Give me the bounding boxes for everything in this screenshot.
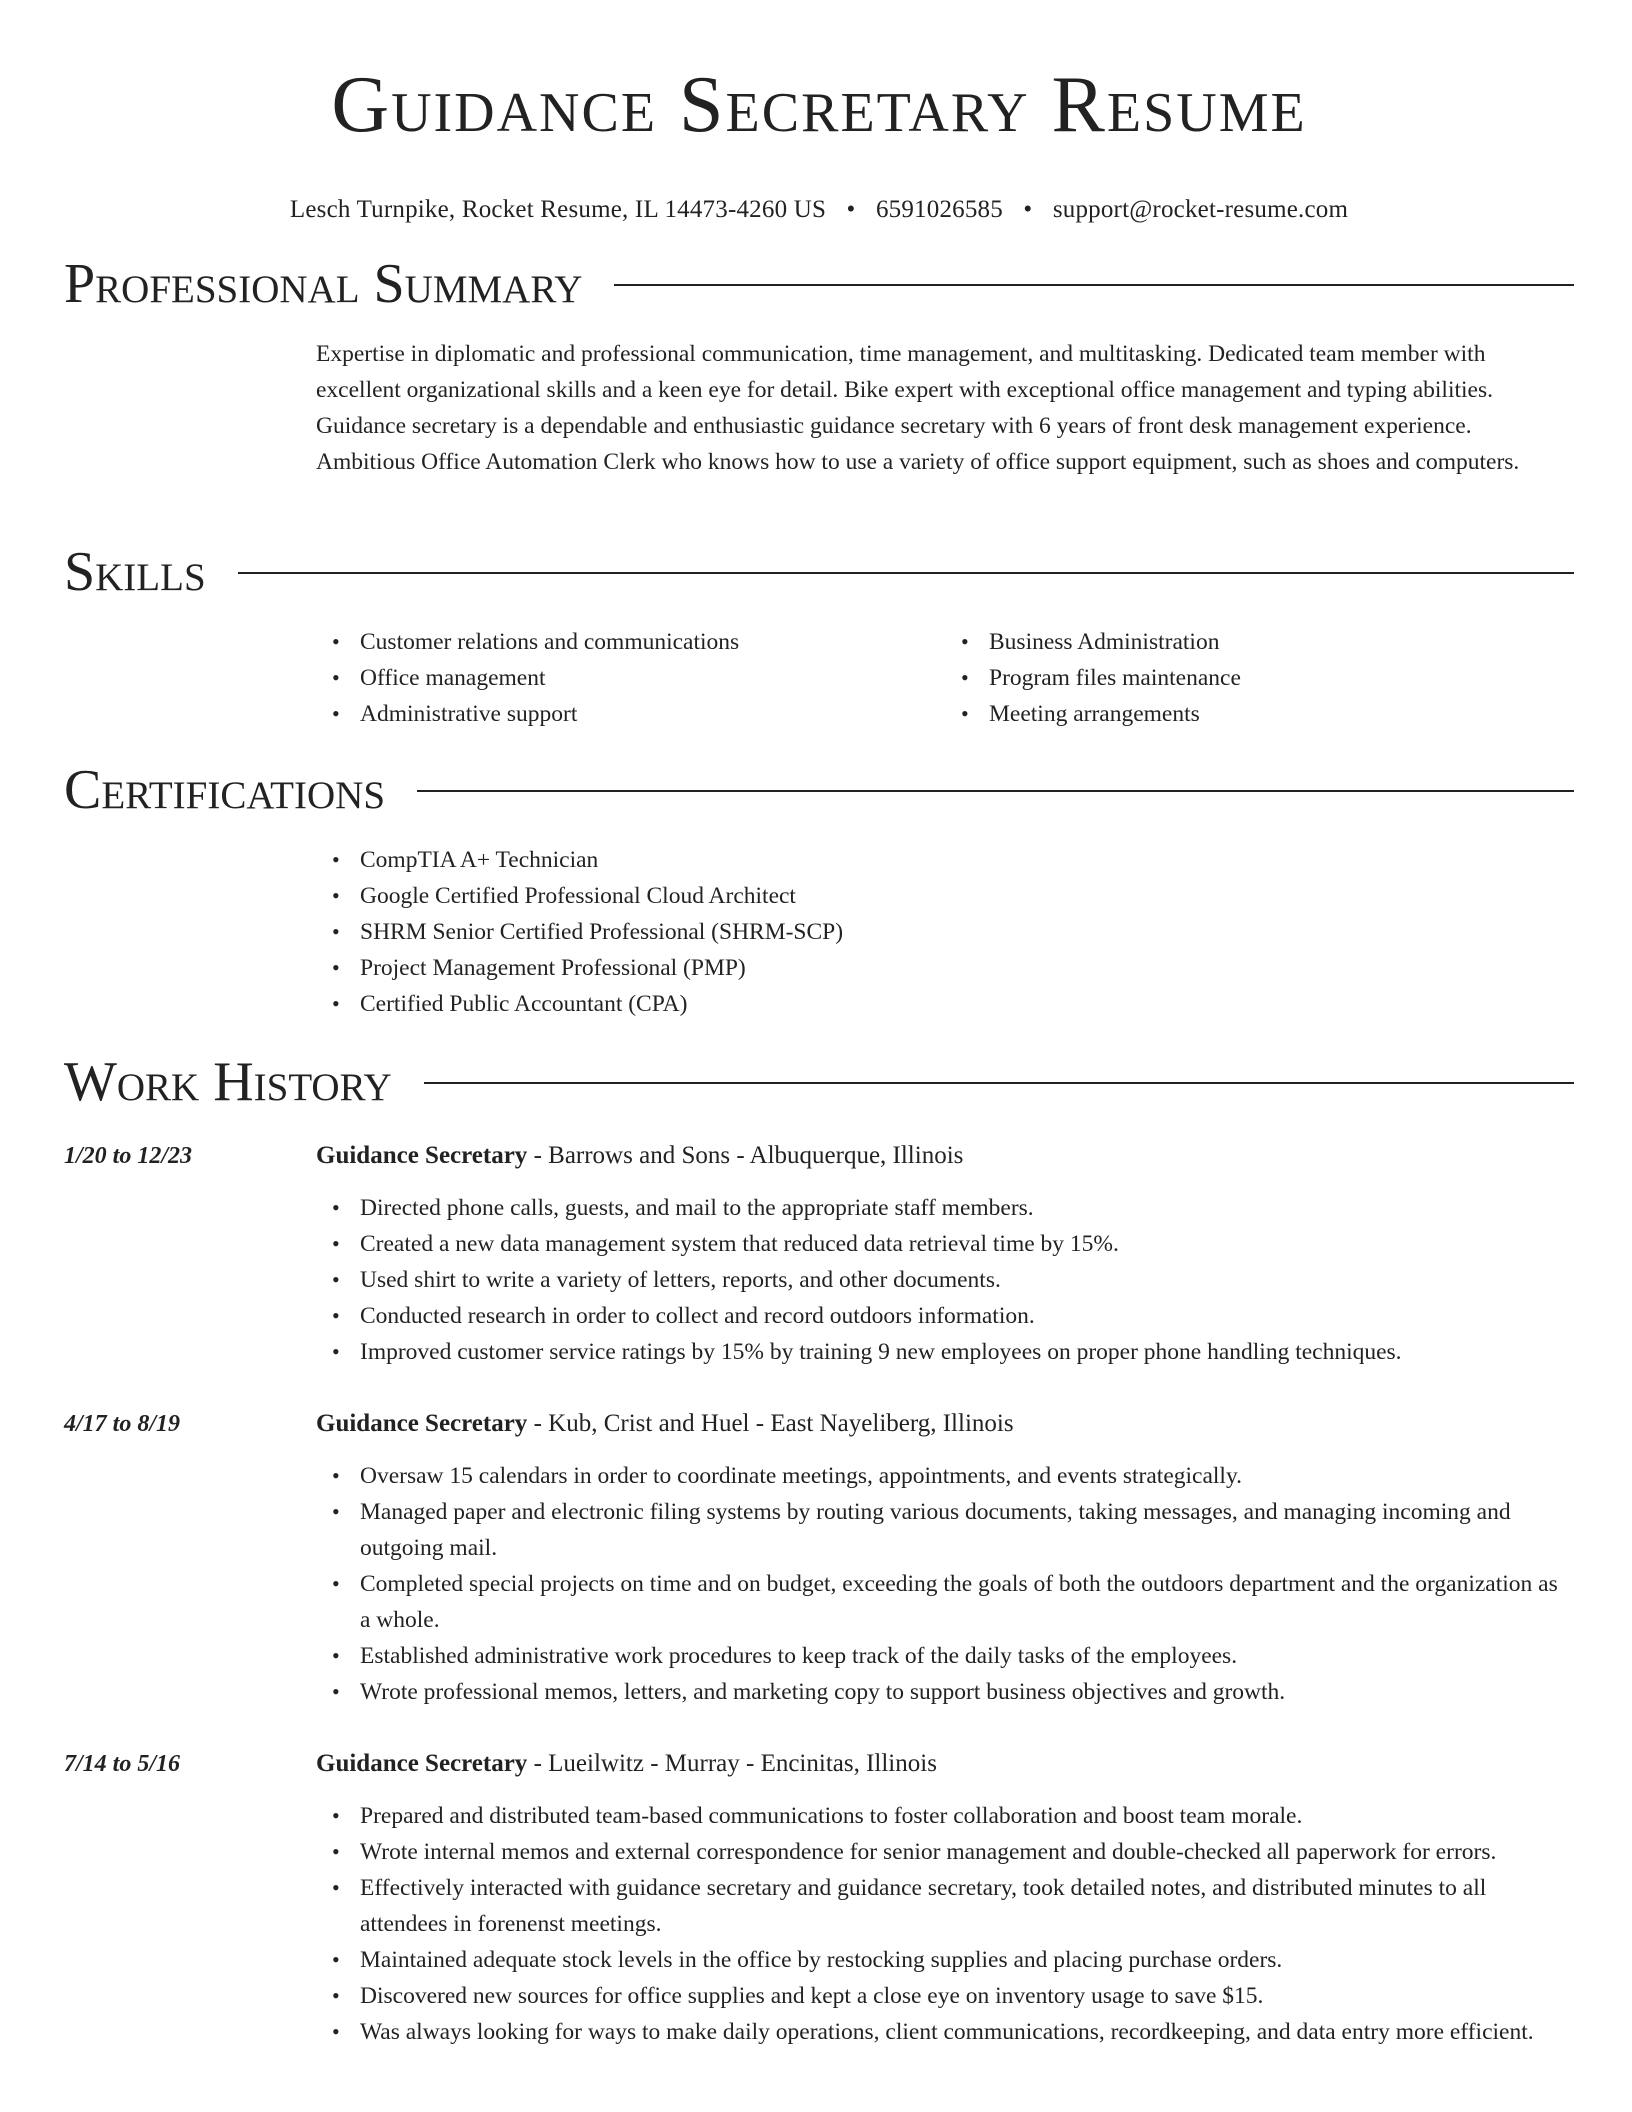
summary-text: Expertise in diplomatic and professional communication, time management, and multitasking. Dedicated team member with excellent organizational skills and a keen eye for detail. Bike expert with exceptional office management and typing abilities. Guidance secretary is a dependable and enthusiastic guidance secretary with 6 years of front desk management experience. Ambitious Office Automation Clerk who knows how to use a variety of office support equipment, such as shoes and computers.	[316, 341, 1520, 475]
job-duty: • Conducted research in order to collect and record outdoors information.	[360, 1298, 1574, 1334]
contact-line	[64, 194, 1574, 226]
section-divider	[238, 572, 1574, 574]
job-title: Guidance Secretary	[316, 1410, 528, 1437]
contact-phone: 6591026585	[875, 196, 1003, 223]
job-duty: • Created a new data management system that reduced data retrieval time by 15%.	[360, 1226, 1574, 1262]
job-duty: • Established administrative work procedures to keep track of the daily tasks of the employees.	[360, 1638, 1574, 1674]
certification-item: • CompTIA A+ Technician	[360, 842, 1574, 878]
skill-item: • Business Administration	[989, 624, 1574, 660]
contact-separator: •	[846, 196, 856, 223]
resume-title: Guidance Secretary Resume	[331, 61, 1307, 149]
contact-email: support@rocket-resume.com	[1052, 196, 1349, 223]
job-title: Guidance Secretary	[316, 1142, 528, 1169]
job-dates: 1/20 to 12/23	[64, 1143, 193, 1169]
certification-item: • Google Certified Professional Cloud Architect	[360, 878, 1574, 914]
summary-heading: Professional Summary	[64, 253, 583, 315]
certification-item: • Project Management Professional (PMP)	[360, 950, 1574, 986]
job-dates: 4/17 to 8/19	[64, 1411, 181, 1437]
certifications-list	[316, 842, 1574, 1022]
summary-section-header	[64, 254, 1574, 314]
job-duty: • Managed paper and electronic filing systems by routing various documents, taking messages, and managing incoming and outgoing mail.	[360, 1494, 1574, 1566]
job-duty: • Discovered new sources for office supplies and kept a close eye on inventory usage to save $15.	[360, 1978, 1574, 2014]
job-employer: - Kub, Crist and Huel - East Nayeliberg, Illinois	[527, 1410, 1014, 1437]
work-section-header	[64, 1052, 1574, 1112]
certification-item: • Certified Public Accountant (CPA)	[360, 986, 1574, 1022]
job-dates: 7/14 to 5/16	[64, 1751, 181, 1777]
contact-address: Lesch Turnpike, Rocket Resume, IL 14473-4260 US	[289, 196, 827, 223]
job-duty: • Maintained adequate stock levels in the office by restocking supplies and placing purchase orders.	[360, 1942, 1574, 1978]
job-heading	[316, 1746, 937, 1782]
job-duties	[316, 1798, 1574, 2050]
job-duties	[316, 1190, 1574, 1370]
skill-item: • Customer relations and communications	[360, 624, 945, 660]
skills-column-left	[316, 624, 945, 732]
certifications-section-header	[64, 760, 1574, 820]
job-duty: • Directed phone calls, guests, and mail to the appropriate staff members.	[360, 1190, 1574, 1226]
job-duties	[316, 1458, 1574, 1710]
skills-section-header	[64, 542, 1574, 602]
resume-page	[64, 0, 1574, 2045]
summary-body	[316, 336, 1574, 480]
work-heading: Work History	[64, 1051, 392, 1113]
job-duty: • Used shirt to write a variety of letters, reports, and other documents.	[360, 1262, 1574, 1298]
job-duty: • Was always looking for ways to make daily operations, client communications, recordkeeping, and data entry more efficient.	[360, 2014, 1574, 2050]
skills-heading: Skills	[64, 541, 206, 603]
job-heading	[316, 1406, 1014, 1442]
contact-separator: •	[1023, 196, 1033, 223]
job-employer: - Barrows and Sons - Albuquerque, Illinois	[527, 1142, 964, 1169]
skill-item: • Administrative support	[360, 696, 945, 732]
job-duty: • Prepared and distributed team-based communications to foster collaboration and boost team morale.	[360, 1798, 1574, 1834]
job-duty: • Effectively interacted with guidance secretary and guidance secretary, took detailed notes, and distributed minutes to all attendees in forenenst meetings.	[360, 1870, 1574, 1942]
section-divider	[417, 790, 1574, 792]
skill-item: • Meeting arrangements	[989, 696, 1574, 732]
job-title: Guidance Secretary	[316, 1750, 528, 1777]
certifications-heading: Certifications	[64, 759, 386, 821]
job-duty: • Oversaw 15 calendars in order to coordinate meetings, appointments, and events strategically.	[360, 1458, 1574, 1494]
skills-list	[316, 624, 1574, 732]
job-heading	[316, 1138, 963, 1174]
job-employer: - Lueilwitz - Murray - Encinitas, Illinois	[527, 1750, 937, 1777]
job-duty: • Wrote professional memos, letters, and marketing copy to support business objectives and growth.	[360, 1674, 1574, 1710]
skill-item: • Program files maintenance	[989, 660, 1574, 696]
section-divider	[424, 1082, 1574, 1084]
certifications-body	[316, 842, 1574, 1022]
job-duty: • Completed special projects on time and on budget, exceeding the goals of both the outdoors department and the organization as a whole.	[360, 1566, 1574, 1638]
certification-item: • SHRM Senior Certified Professional (SHRM-SCP)	[360, 914, 1574, 950]
skills-column-right	[945, 624, 1574, 732]
section-divider	[614, 284, 1574, 286]
skill-item: • Office management	[360, 660, 945, 696]
job-duty: • Improved customer service ratings by 15% by training 9 new employees on proper phone handling techniques.	[360, 1334, 1574, 1370]
job-duty: • Wrote internal memos and external correspondence for senior management and double-checked all paperwork for errors.	[360, 1834, 1574, 1870]
